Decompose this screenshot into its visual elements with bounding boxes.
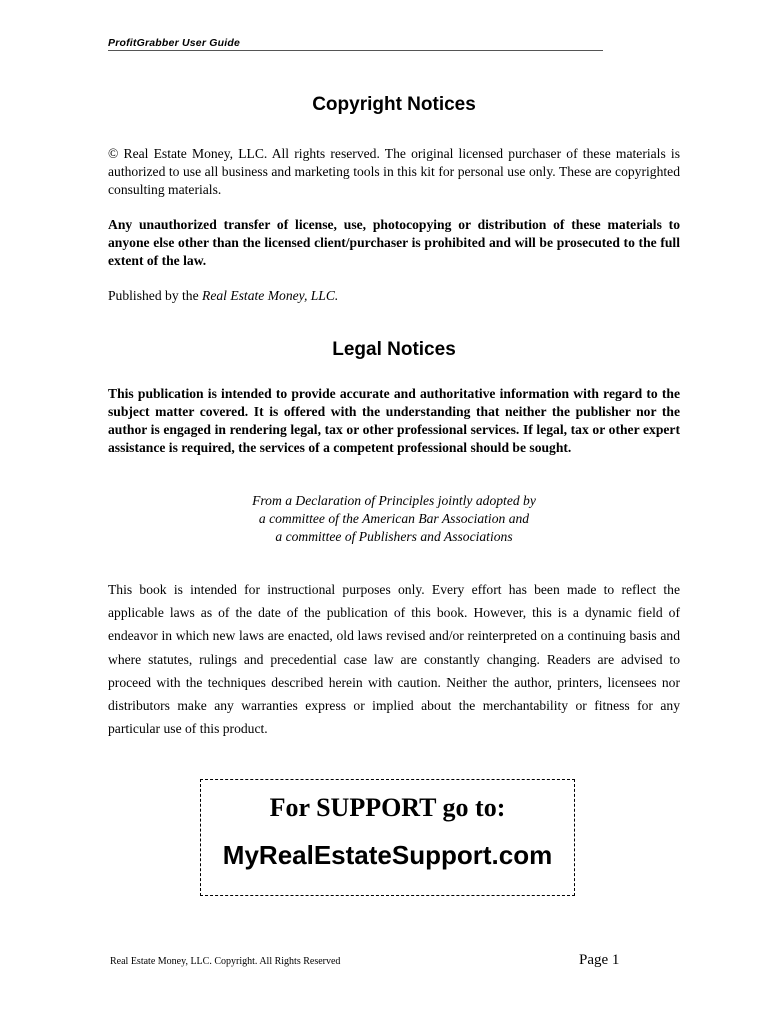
quote-line: a committee of Publishers and Associations — [275, 529, 513, 544]
quote-line: a committee of the American Bar Association and — [258, 511, 530, 526]
support-box — [200, 779, 575, 896]
published-by-line — [108, 287, 680, 305]
page-number: Page 1 — [579, 952, 620, 968]
legal-heading: Legal Notices — [332, 339, 456, 360]
running-header: ProfitGrabber User Guide — [108, 37, 603, 51]
instructional-purposes-paragraph: This book is intended for instructional purposes only. Every effort has been made to reflect the applicable laws as of the date of the publication of this book. However, this is a dynamic field of endeavor in which new laws are enacted, old laws revised and/or reinterpreted on a continuing basis and where statutes, rulings and precedential case law are constantly changing. Readers are advised to proceed with the techniques described herein with caution. Neither the author, printers, licensees nor distributors make any warranties express or implied about the merchantability or fitness for any particular use of this product. — [108, 582, 680, 737]
copyright-paragraph: © Real Estate Money, LLC. All rights reserved. The original licensed purchaser of these materials is authorized to use all business and marketing tools in this kit for personal use only. These are copyrighted consulting materials. — [108, 146, 680, 197]
declaration-quote — [108, 492, 680, 546]
support-url: MyRealEstateSupport.com — [222, 840, 553, 870]
publisher-name: Real Estate Money, LLC. — [202, 288, 339, 303]
unauthorized-use-paragraph: Any unauthorized transfer of license, use, photocopying or distribution of these materials to anyone else other than the licensed client/purchaser is prohibited and will be prosecuted to the full extent of the law. — [108, 217, 680, 268]
published-prefix: Published by the — [108, 288, 203, 303]
footer-copyright: Real Estate Money, LLC. Copyright. All Rights Reserved — [110, 956, 341, 967]
support-heading: For SUPPORT go to: — [269, 793, 506, 822]
copyright-heading: Copyright Notices — [312, 94, 476, 115]
legal-disclaimer-paragraph: This publication is intended to provide accurate and authoritative information with regard to the subject matter covered. It is offered with the understanding that neither the publisher nor the author is engaged in rendering legal, tax or other professional services. If legal, tax or other expert assistance is required, the services of a competent professional should be sought. — [108, 386, 680, 455]
quote-line: From a Declaration of Principles jointly adopted by — [252, 493, 536, 508]
